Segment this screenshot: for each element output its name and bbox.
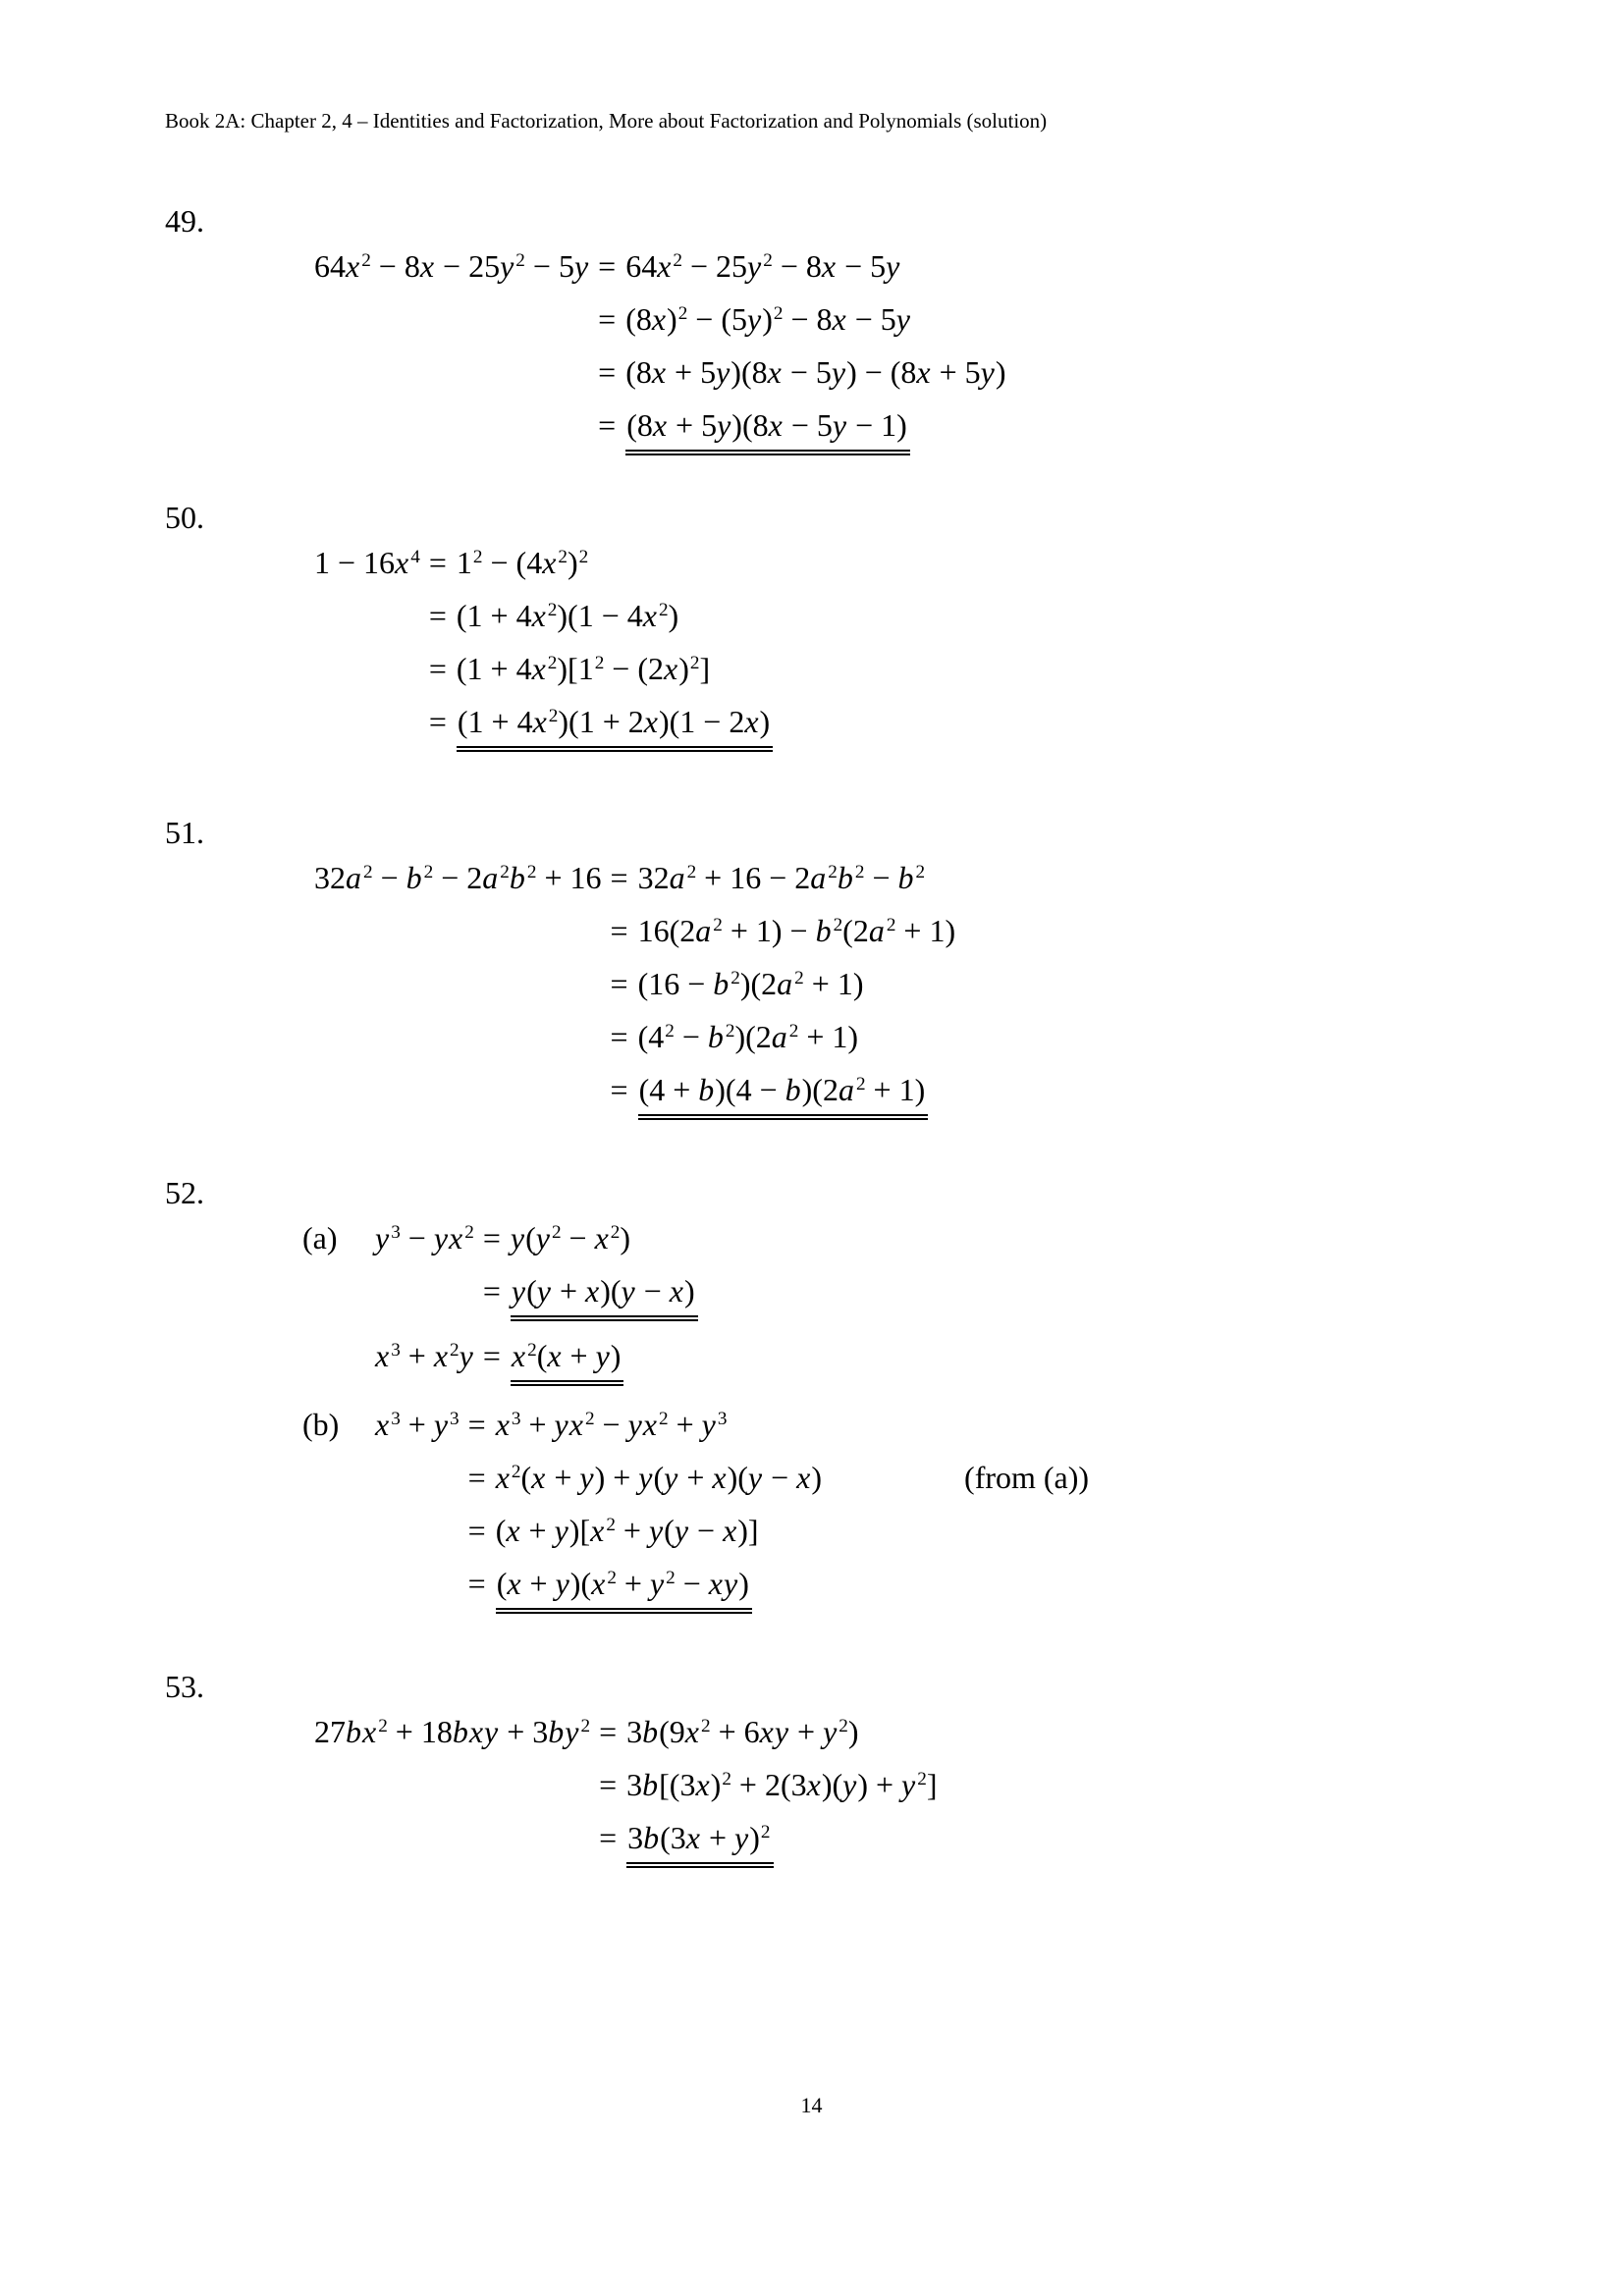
- equation-lhs: [375, 1459, 468, 1512]
- equals-sign: =: [598, 248, 617, 284]
- equation-groups: [314, 859, 955, 1136]
- equation-line: [314, 1713, 937, 1766]
- equals-sign: =: [610, 1072, 628, 1107]
- equation-rhs: [468, 1512, 1089, 1565]
- equation-line: [375, 1337, 623, 1402]
- equation-rhs: [468, 1565, 1089, 1629]
- equation-line: [314, 1018, 955, 1071]
- equation-area: [314, 247, 1006, 471]
- equals-sign: =: [428, 545, 447, 580]
- equation-rhs: [429, 544, 773, 597]
- final-answer: (8x + 5y)(8x − 5y − 1): [625, 406, 910, 455]
- problem-part: [314, 247, 1006, 471]
- equation-line: [314, 1766, 937, 1819]
- equation-line: [314, 353, 1006, 406]
- equation-lhs: [314, 912, 611, 965]
- final-answer: x $^2$(x + y): [511, 1337, 624, 1386]
- expression: $(8x)^2 - (5y)^2 - 8x - 5y$: [625, 301, 910, 337]
- equation-line: [375, 1512, 1089, 1565]
- equation-rhs: [468, 1406, 1089, 1459]
- equation-note: (from (a)): [964, 1460, 1090, 1495]
- expression: (1 + 4x $^2)[1^2 - (2x)^2]$: [456, 651, 711, 686]
- equation-rhs: [598, 300, 1005, 353]
- equation-lhs: x $^3$ + y $^3$: [375, 1407, 460, 1442]
- final-answer: (1 + 4x $^2$)(1 + 2x)(1 − 2x): [457, 703, 773, 752]
- expression: ($4^2 - b$ $^2$)(2a $^2$ + 1): [637, 1019, 859, 1054]
- problem-block: [165, 815, 955, 1136]
- equation-lhs: [314, 965, 611, 1018]
- problem-block: [165, 1669, 937, 1884]
- equation-group: [314, 1713, 937, 1884]
- problem-number: 52.: [165, 1175, 204, 1210]
- equals-sign: =: [467, 1513, 486, 1548]
- equation-lhs: x $^3$ + x $^2$y: [375, 1338, 473, 1373]
- equation-line: [375, 1565, 1089, 1629]
- equation-line: [314, 597, 773, 650]
- problem-part: [314, 859, 955, 1136]
- equals-sign: =: [610, 966, 628, 1001]
- equation-line: [314, 1071, 955, 1136]
- equation-groups: [314, 544, 773, 768]
- equation-groups: [314, 1713, 937, 1884]
- expression: y(y $^2$ − x $^2$): [510, 1220, 631, 1255]
- equation-line: [314, 703, 773, 768]
- final-answer: $3b(3x + y)^2$: [626, 1819, 773, 1868]
- equation-line: [375, 1219, 698, 1272]
- equals-sign: =: [598, 301, 617, 337]
- problem-block: [165, 500, 773, 768]
- equation-area: [314, 1713, 937, 1884]
- expression: x $^3$ + yx $^2$ − yx $^2$ + y $^3$: [495, 1407, 728, 1442]
- part-label: (a): [302, 1220, 338, 1255]
- equation-rhs: [611, 912, 956, 965]
- equation-rhs: [611, 859, 956, 912]
- equation-lhs: 64x $^2$ − 8x − 25y $^2$ − 5y: [314, 248, 589, 284]
- part-label: (b): [302, 1407, 340, 1442]
- equals-sign: =: [599, 1714, 618, 1749]
- equals-sign: =: [467, 1460, 486, 1495]
- equation-lhs: [314, 597, 429, 650]
- problem-part: [314, 544, 773, 768]
- equation-lhs: [375, 1565, 468, 1629]
- equation-line: [314, 1819, 937, 1884]
- equals-sign: =: [428, 704, 447, 739]
- equation-area: [302, 1219, 1089, 1629]
- equation-line: [375, 1459, 1089, 1512]
- equation-line: [314, 247, 1006, 300]
- equation-rhs: [468, 1459, 1089, 1512]
- equation-group: [314, 544, 773, 768]
- equation-line: [375, 1272, 698, 1337]
- equation-lhs: [314, 353, 598, 406]
- equation-groups: [375, 1219, 698, 1402]
- equals-sign: =: [482, 1273, 501, 1308]
- equation-lhs: [375, 1512, 468, 1565]
- equals-sign: =: [428, 651, 447, 686]
- equation-lhs: [314, 406, 598, 471]
- equation-rhs: [611, 1018, 956, 1071]
- equation-rhs: [598, 353, 1005, 406]
- final-answer: (4 + b)(4 − b)(2a $^2$ + 1): [638, 1071, 929, 1120]
- equals-sign: =: [467, 1566, 486, 1601]
- equation-lhs: [314, 703, 429, 768]
- equation-line: [314, 544, 773, 597]
- equation-area: [314, 859, 955, 1136]
- equation-rhs: [429, 703, 773, 768]
- equals-sign: =: [599, 1767, 618, 1802]
- equation-lhs: [314, 650, 429, 703]
- equation-lhs: [375, 1272, 483, 1337]
- equation-lhs: [314, 1766, 599, 1819]
- expression: (1 + 4x $^2$)(1 − 4x $^2$): [456, 598, 679, 633]
- expression: $3b[(3x)^2 + 2(3x)(y) + y$ $^2$]: [626, 1767, 938, 1802]
- expression: x $^2$(x + y) + y(y + x)(y − x): [495, 1460, 823, 1495]
- expression: 64x $^2$ − 25y $^2$ − 8x − 5y: [625, 248, 900, 284]
- equation-lhs: y $^3$ − yx $^2$: [375, 1220, 474, 1255]
- expression: (8x + 5y)(8x − 5y) − (8x + 5y): [625, 354, 1006, 390]
- equation-line: [314, 406, 1006, 471]
- equation-lhs: [314, 1018, 611, 1071]
- equation-group: [314, 247, 1006, 471]
- equation-lhs: [314, 300, 598, 353]
- expression: 32a $^2$ + 16 − 2a $^2$b $^2$ − b $^2$: [637, 860, 926, 895]
- equation-line: [375, 1406, 1089, 1459]
- equation-rhs: [611, 965, 956, 1018]
- page-number: 14: [800, 2093, 823, 2117]
- equation-groups: [314, 247, 1006, 471]
- equation-rhs: [599, 1766, 937, 1819]
- equation-lhs: 32a $^2$ − b $^2$ − 2a $^2$b $^2$ + 16: [314, 860, 602, 895]
- equation-line: [314, 965, 955, 1018]
- problem-number: 49.: [165, 203, 204, 239]
- expression: 16(2a $^2$ + 1) − b $^2$(2a $^2$ + 1): [637, 913, 956, 948]
- equation-line: [314, 859, 955, 912]
- document-header: Book 2A: Chapter 2, 4 – Identities and Factorization, More about Factorization and Polynomials (solution): [165, 109, 1048, 133]
- problem-number: 53.: [165, 1669, 204, 1704]
- equation-area: [314, 544, 773, 768]
- equals-sign: =: [598, 407, 617, 443]
- equation-rhs: [483, 1337, 624, 1402]
- equation-group: [375, 1337, 623, 1402]
- problem-block: [165, 203, 1006, 471]
- equals-sign: =: [599, 1820, 618, 1855]
- equals-sign: =: [482, 1220, 501, 1255]
- equation-rhs: [598, 406, 1005, 471]
- problem-number: 51.: [165, 815, 204, 850]
- problem-number: 50.: [165, 500, 204, 535]
- equals-sign: =: [467, 1407, 486, 1442]
- equals-sign: =: [428, 598, 447, 633]
- equals-sign: =: [482, 1338, 501, 1373]
- final-answer: y(y + x)(y − x): [511, 1272, 698, 1321]
- expression: 3b(9x $^2$ + 6xy + y $^2$): [626, 1714, 859, 1749]
- equation-rhs: [599, 1713, 937, 1766]
- expression: (x + y)[x $^2$ + y(y − x)]: [495, 1513, 759, 1548]
- equation-rhs: [483, 1272, 698, 1337]
- final-answer: (x + y)(x $^2$ + y $^2$ − xy): [496, 1565, 752, 1614]
- equation-rhs: [611, 1071, 956, 1136]
- equation-lhs: 27bx $^2$ + 18bxy + 3by $^2$: [314, 1714, 591, 1749]
- equals-sign: =: [610, 913, 628, 948]
- expression: $1^2 - (4x$ $^2$)$^2$: [456, 545, 589, 580]
- equation-rhs: [598, 247, 1005, 300]
- problem-part: [314, 1713, 937, 1884]
- equation-rhs: [429, 597, 773, 650]
- equation-group: [375, 1219, 698, 1337]
- equation-lhs: [314, 1819, 599, 1884]
- problem-part: [302, 1219, 1089, 1402]
- problem-part: [302, 1406, 1089, 1629]
- equals-sign: =: [598, 354, 617, 390]
- equation-line: [314, 300, 1006, 353]
- equation-line: [314, 650, 773, 703]
- equation-group: [314, 859, 955, 1136]
- equation-rhs: [599, 1819, 937, 1884]
- equation-lhs: [314, 1071, 611, 1136]
- equals-sign: =: [610, 1019, 628, 1054]
- equation-group: [375, 1406, 1089, 1629]
- equals-sign: =: [610, 860, 628, 895]
- equation-groups: [375, 1406, 1089, 1629]
- problem-block: [165, 1175, 1089, 1629]
- equation-rhs: [483, 1219, 698, 1272]
- equation-line: [314, 912, 955, 965]
- equation-rhs: [429, 650, 773, 703]
- equation-lhs: 1 − 16x $^4$: [314, 545, 420, 580]
- expression: (16 − b $^2$)(2a $^2$ + 1): [637, 966, 864, 1001]
